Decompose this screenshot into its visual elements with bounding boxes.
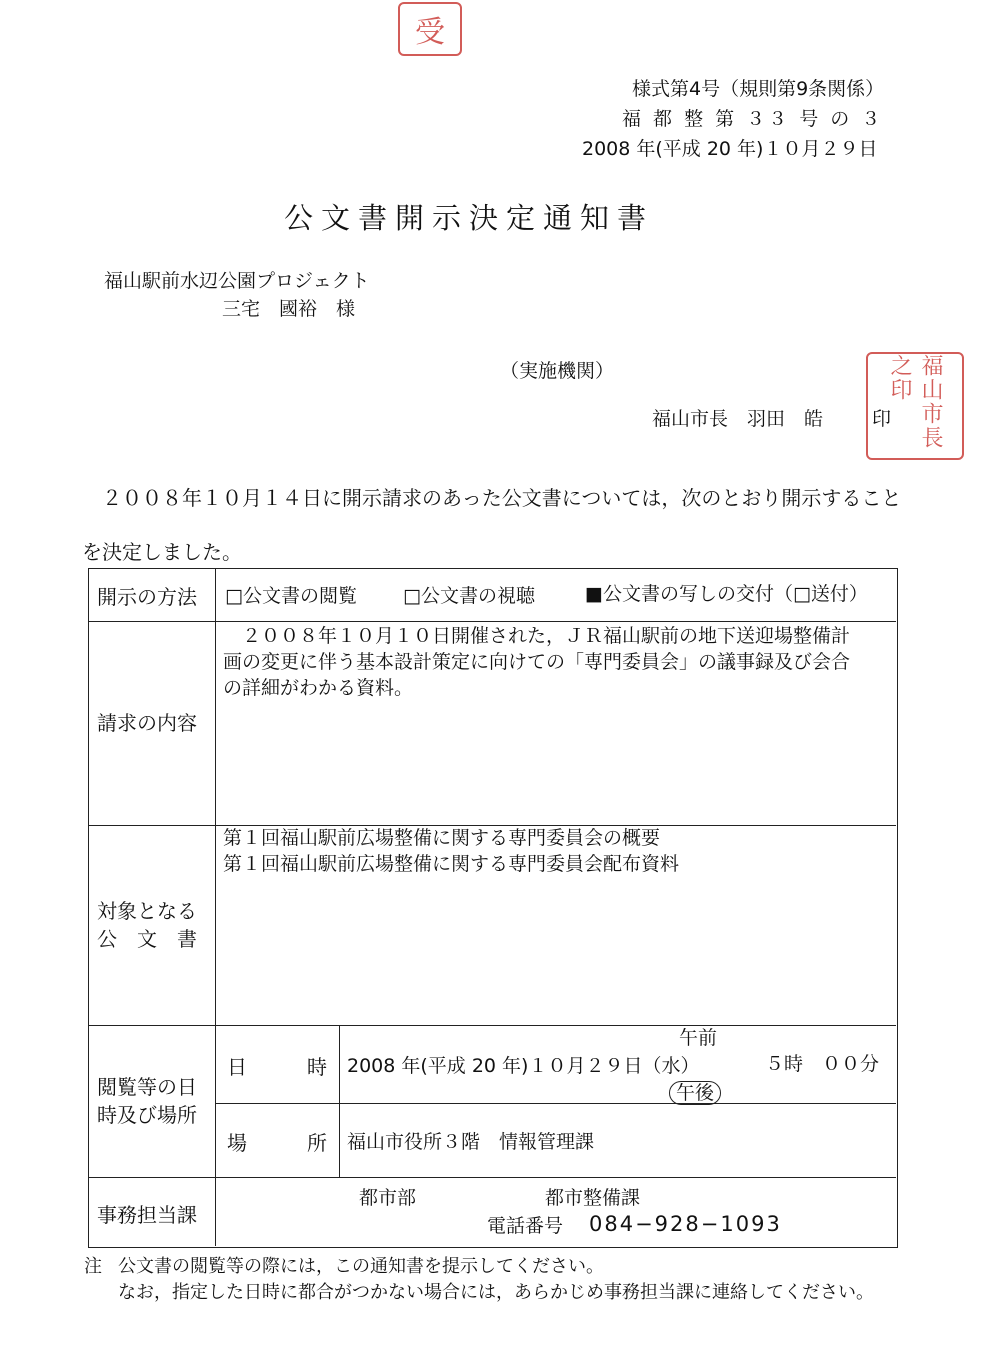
viewing-date: 2008 年(平成 20 年)１０月２９日（水） <box>347 1055 700 1077</box>
document-number: 福 都 整 第 ３３ 号 の ３ <box>622 108 884 130</box>
issue-date: 2008 年(平成 20 年)１０月２９日 <box>582 138 878 160</box>
target-label-line-2: 公 文 書 <box>97 927 197 951</box>
note-prefix: 注 <box>84 1256 102 1277</box>
request-label: 請求の内容 <box>97 711 197 735</box>
datetime-label: 日 時 <box>227 1055 327 1079</box>
target-label-line-1: 対象となる <box>97 899 197 923</box>
method-option-viewing: □公文書の閲覧 <box>225 585 357 607</box>
issuer-label: （実施機関） <box>500 360 615 382</box>
row-divider <box>215 1103 896 1104</box>
issuer-name: 福山市長 羽田 皓 <box>652 408 824 430</box>
body-text-line-2: を決定しました。 <box>82 540 242 564</box>
row-divider <box>89 1025 896 1026</box>
office-section: 都市整備課 <box>545 1187 641 1209</box>
document-title: 公文書開示決定通知書 <box>284 201 655 235</box>
am-option: 午前 <box>679 1027 718 1049</box>
request-line-3: の詳細がわかる資料。 <box>223 677 414 699</box>
phone-number: 084−928−1093 <box>589 1212 782 1236</box>
row-divider <box>89 621 896 622</box>
viewing-label-line-1: 閲覧等の日 <box>97 1075 197 1099</box>
form-number: 様式第4号（規則第9条関係） <box>632 78 885 100</box>
received-stamp-text: 受 <box>415 15 445 50</box>
note-line-2: なお，指定した日時に都合がつかない場合には，あらかじめ事務担当課に連絡してください。 <box>118 1282 874 1303</box>
note-line-1: 公文書の閲覧等の際には，この通知書を提示してください。 <box>118 1256 604 1277</box>
method-option-listening: □公文書の視聴 <box>403 585 535 607</box>
viewing-time: ５時 ００分 <box>765 1053 880 1075</box>
mayor-seal-text: 福山市長之印 <box>887 354 943 450</box>
office-label: 事務担当課 <box>97 1203 197 1227</box>
row-divider <box>89 1177 896 1178</box>
pm-option-circled: 午後 <box>669 1081 721 1105</box>
recipient-organization: 福山駅前水辺公園プロジェクト <box>104 270 370 292</box>
body-text-line-1: ２００８年１０月１４日に開示請求のあった公文書については，次のとおり開示すること <box>102 486 902 510</box>
column-divider <box>215 569 216 1246</box>
viewing-label-line-2: 時及び場所 <box>97 1103 197 1127</box>
viewing-place: 福山市役所３階 情報管理課 <box>347 1131 595 1153</box>
request-line-2: 画の変更に伴う基本設計策定に向けての「専門委員会」の議事録及び会合 <box>223 651 851 673</box>
column-divider <box>339 1025 340 1177</box>
target-document-2: 第１回福山駅前広場整備に関する専門委員会配布資料 <box>223 853 680 875</box>
phone-label: 電話番号 <box>487 1215 564 1237</box>
place-label: 場 所 <box>227 1131 327 1155</box>
disclosure-table <box>88 568 898 1248</box>
request-line-1: ２００８年１０月１０日開催された，ＪＲ福山駅前の地下送迎場整備計 <box>223 625 851 647</box>
method-option-copy: ■公文書の写しの交付（□送付） <box>585 583 868 605</box>
received-stamp <box>398 2 462 56</box>
seal-mark: 印 <box>872 408 892 430</box>
target-document-1: 第１回福山駅前広場整備に関する専門委員会の概要 <box>223 827 661 849</box>
office-department: 都市部 <box>359 1187 417 1209</box>
method-label: 開示の方法 <box>97 585 197 609</box>
recipient-name: 三宅 國裕 様 <box>222 298 356 320</box>
